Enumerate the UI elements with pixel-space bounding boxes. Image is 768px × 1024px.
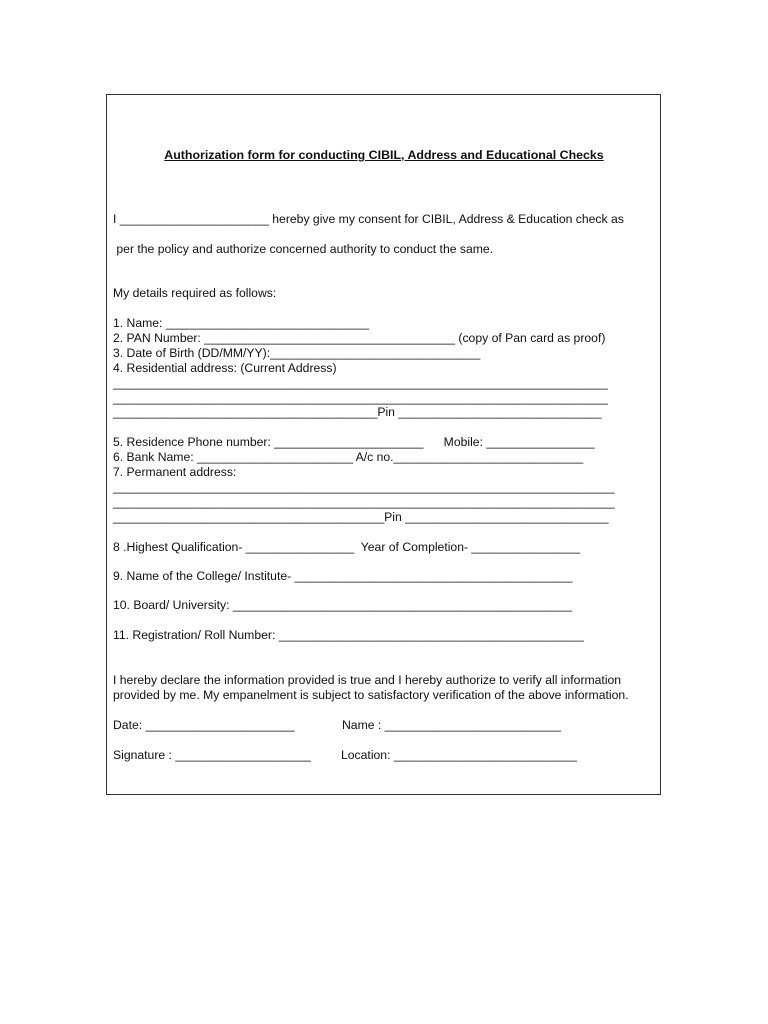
field-roll-number: 11. Registration/ Roll Number: _____________________________________________ — [113, 628, 584, 642]
residential-address-line-1: _________________________________________________________________________ — [113, 376, 608, 390]
form-title: Authorization form for conducting CIBIL, Address and Educational Checks — [164, 148, 604, 162]
permanent-address-line-1: __________________________________________________________________________ — [113, 480, 615, 494]
field-college: 9. Name of the College/ Institute- _________________________________________ — [113, 569, 573, 583]
field-name: 1. Name: ______________________________ — [113, 316, 370, 330]
residential-address-line-2: _________________________________________________________________________ — [113, 391, 608, 405]
field-residential-address-label: 4. Residential address: (Current Address) — [113, 361, 337, 375]
declaration-line-1: I hereby declare the information provided is true and I hereby authorize to verify all information — [113, 673, 622, 687]
permanent-pin-line: ________________________________________Pin ______________________________ — [113, 510, 609, 524]
permanent-address-line-2: __________________________________________________________________________ — [113, 495, 615, 509]
declaration-line-2: provided by me. My empanelment is subject to satisfactory verification of the above information. — [113, 688, 629, 702]
consent-line-1: I ______________________ hereby give my consent for CIBIL, Address & Education check as — [113, 212, 624, 226]
field-bank-account: 6. Bank Name: _______________________ A/c no.____________________________ — [113, 450, 584, 464]
field-date-of-birth: 3. Date of Birth (DD/MM/YY):_______________________________ — [113, 346, 481, 360]
field-location: Location: ___________________________ — [341, 748, 577, 762]
field-date: Date: ______________________ — [113, 718, 295, 732]
field-phone-mobile: 5. Residence Phone number: ______________________ Mobile: ________________ — [113, 435, 595, 449]
field-board-university: 10. Board/ University: __________________________________________________ — [113, 598, 572, 612]
field-signature: Signature : ____________________ — [113, 748, 311, 762]
field-signatory-name: Name : __________________________ — [342, 718, 561, 732]
field-qualification: 8 .Highest Qualification- ________________ Year of Completion- ________________ — [113, 540, 580, 554]
field-permanent-address-label: 7. Permanent address: — [113, 465, 237, 479]
residential-pin-line: _______________________________________Pin ______________________________ — [113, 405, 602, 419]
field-pan-number: 2. PAN Number: _____________________________________ (copy of Pan card as proof) — [113, 331, 606, 345]
consent-line-2: per the policy and authorize concerned authority to conduct the same. — [113, 242, 494, 256]
details-intro: My details required as follows: — [113, 286, 277, 300]
